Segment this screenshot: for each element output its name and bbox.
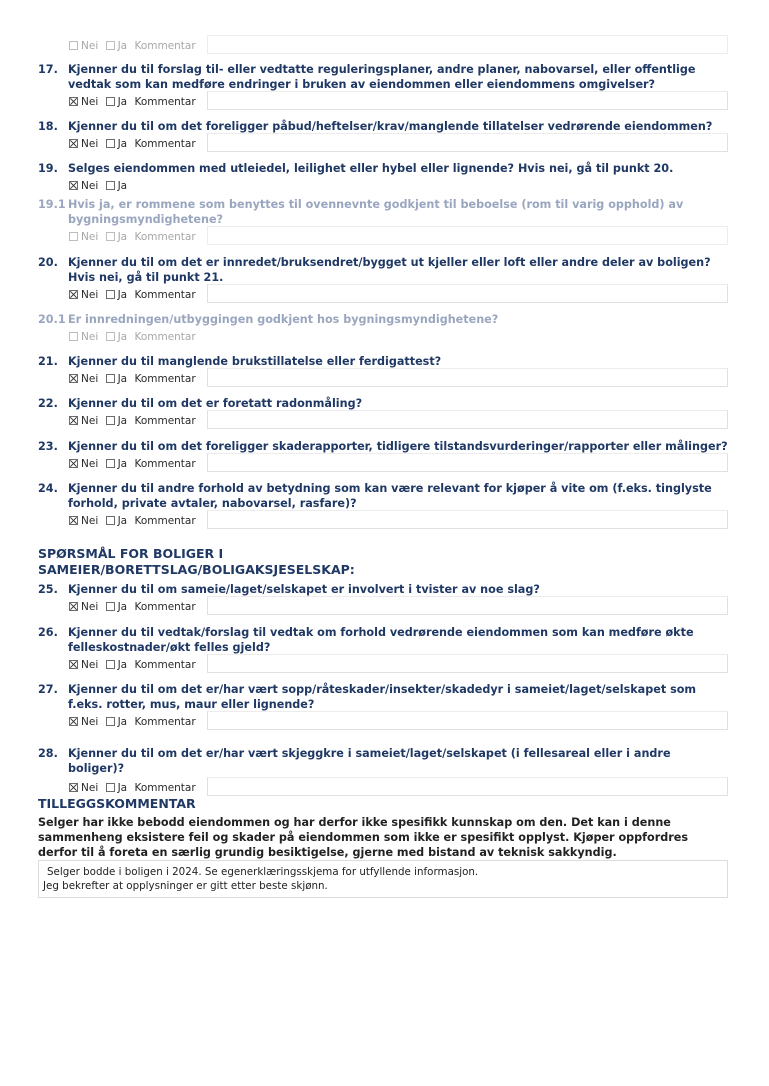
question-number: 23. — [38, 440, 58, 453]
yes-checkbox[interactable] — [106, 459, 115, 468]
no-checkbox[interactable] — [69, 459, 78, 468]
answer-line — [69, 36, 730, 56]
comment-line-2: Jeg bekrefter at opplysninger er gitt etter beste skjønn. — [43, 880, 328, 892]
no-label: Nei — [81, 138, 99, 150]
answer-line — [69, 655, 730, 675]
answer-line — [69, 176, 730, 196]
question-number: 19. — [38, 162, 58, 175]
comment-label: Kommentar — [134, 40, 196, 52]
yes-checkbox[interactable] — [106, 783, 115, 792]
supplement-notice: Selger har ikke bebodd eiendommen og har derfor ikke spesifikk kunnskap om den. Det kan i denne sammenheng eksistere feil og skader på eiendommen som ikke er spesifikt opplyst. Kjøper oppfordres derfor til å foreta en særlig grundig besiktigelse, gjerne med bistand av teknisk sakkyndig. — [38, 816, 688, 859]
yes-label: Ja — [117, 601, 128, 613]
question-number: 21. — [38, 355, 58, 368]
yes-checkbox[interactable] — [106, 374, 115, 383]
comment-input[interactable] — [207, 453, 728, 472]
no-checkbox[interactable] — [69, 783, 78, 792]
question-number: 27. — [38, 683, 58, 696]
yes-label: Ja — [117, 782, 128, 794]
question-18 — [38, 119, 730, 154]
question-text: Kjenner du til om det er/har vært sopp/råteskader/insekter/skadedyr i sameiet/laget/selskapet som f.eks. rotter, mus, maur eller lignende? — [68, 683, 697, 711]
comment-label: Kommentar — [134, 659, 196, 671]
question-number: 26. — [38, 626, 58, 639]
no-checkbox[interactable] — [69, 41, 78, 50]
answer-line — [69, 227, 730, 247]
question-19 — [38, 161, 730, 196]
comment-input[interactable] — [207, 226, 728, 245]
answer-line — [69, 511, 730, 531]
no-label: Nei — [81, 458, 99, 470]
answer-line — [69, 411, 730, 431]
question-21 — [38, 354, 730, 389]
question-number: 17. — [38, 63, 58, 76]
no-label: Nei — [81, 231, 99, 243]
question-number: 20.1 — [38, 313, 66, 326]
no-checkbox[interactable] — [69, 139, 78, 148]
no-checkbox[interactable] — [69, 232, 78, 241]
question-22 — [38, 396, 730, 431]
no-label: Nei — [81, 601, 99, 613]
yes-checkbox[interactable] — [106, 97, 115, 106]
question-text: Kjenner du til vedtak/forslag til vedtak om forhold vedrørende eiendommen som kan medføre økte felleskostnader/økt felles gjeld? — [68, 626, 694, 654]
answer-line — [69, 327, 730, 347]
question-number: 28. — [38, 747, 58, 760]
answer-line — [69, 778, 730, 798]
answer-line — [69, 285, 730, 305]
comment-label: Kommentar — [134, 515, 196, 527]
no-checkbox[interactable] — [69, 97, 78, 106]
comment-input[interactable] — [207, 654, 728, 673]
answer-line — [69, 597, 730, 617]
yes-checkbox[interactable] — [106, 41, 115, 50]
question-17 — [38, 62, 730, 112]
comment-label: Kommentar — [134, 415, 196, 427]
no-label: Nei — [81, 331, 99, 343]
yes-checkbox[interactable] — [106, 139, 115, 148]
yes-label: Ja — [117, 458, 128, 470]
supplement-comment-field[interactable] — [38, 860, 728, 898]
question-number: 20. — [38, 256, 58, 269]
question-25 — [38, 582, 730, 617]
question-20 — [38, 255, 730, 305]
no-label: Nei — [81, 373, 99, 385]
question-text: Kjenner du til manglende brukstillatelse eller ferdigattest? — [68, 355, 442, 368]
no-checkbox[interactable] — [69, 602, 78, 611]
yes-label: Ja — [117, 716, 128, 728]
question-20-1 — [38, 312, 730, 347]
yes-label: Ja — [117, 231, 128, 243]
question-text: Kjenner du til om sameie/laget/selskapet er involvert i tvister av noe slag? — [68, 583, 540, 596]
yes-checkbox[interactable] — [106, 717, 115, 726]
yes-label: Ja — [117, 659, 128, 671]
no-checkbox[interactable] — [69, 181, 78, 190]
question-24 — [38, 481, 730, 531]
question-number: 19.1 — [38, 198, 66, 211]
no-label: Nei — [81, 515, 99, 527]
comment-label: Kommentar — [134, 782, 196, 794]
question-number: 25. — [38, 583, 58, 596]
comment-line-1: Selger bodde i boligen i 2024. Se egenerklæringsskjema for utfyllende informasjon. — [47, 866, 479, 878]
no-checkbox[interactable] — [69, 660, 78, 669]
yes-checkbox[interactable] — [106, 181, 115, 190]
yes-checkbox[interactable] — [106, 516, 115, 525]
no-checkbox[interactable] — [69, 416, 78, 425]
yes-checkbox[interactable] — [106, 290, 115, 299]
comment-input[interactable] — [207, 410, 728, 429]
question-text: Kjenner du til om det foreligger skaderapporter, tidligere tilstandsvurderinger/rapporter eller målinger? — [68, 440, 728, 453]
question-number: 18. — [38, 120, 58, 133]
question-26 — [38, 625, 730, 675]
question-27 — [38, 682, 730, 732]
section-heading: SPØRSMÅL FOR BOLIGER I SAMEIER/BORETTSLAG/BOLIGAKSJESELSKAP: — [38, 546, 355, 577]
question-text: Kjenner du til om det er foretatt radonmåling? — [68, 397, 363, 410]
no-label: Nei — [81, 180, 99, 192]
question-text: Kjenner du til om det er innredet/bruksendret/bygget ut kjeller eller loft eller andre deler av boligen? Hvis nei, gå til punkt 21. — [68, 256, 711, 284]
comment-input[interactable] — [207, 711, 728, 730]
comment-input[interactable] — [207, 596, 728, 615]
no-label: Nei — [81, 659, 99, 671]
no-label: Nei — [81, 716, 99, 728]
no-checkbox[interactable] — [69, 516, 78, 525]
no-label: Nei — [81, 782, 99, 794]
comment-label: Kommentar — [134, 289, 196, 301]
no-checkbox[interactable] — [69, 717, 78, 726]
comment-label: Kommentar — [134, 331, 196, 343]
question-text: Kjenner du til om det foreligger påbud/heftelser/krav/manglende tillatelser vedrørende eiendommen? — [68, 120, 713, 133]
comment-input[interactable] — [207, 35, 728, 54]
answer-line — [69, 712, 730, 732]
comment-label: Kommentar — [134, 458, 196, 470]
supplement-heading: TILLEGGSKOMMENTAR — [38, 796, 196, 811]
yes-checkbox[interactable] — [106, 232, 115, 241]
no-checkbox[interactable] — [69, 374, 78, 383]
question-text: Kjenner du til forslag til- eller vedtatte reguleringsplaner, andre planer, nabovarsel, eller offentlige vedtak som kan medføre endringer i bruken av eiendommen eller eiendommens omgivelser? — [68, 63, 696, 91]
yes-label: Ja — [117, 289, 128, 301]
no-checkbox[interactable] — [69, 332, 78, 341]
yes-checkbox[interactable] — [106, 416, 115, 425]
comment-input[interactable] — [207, 133, 728, 152]
yes-label: Ja — [117, 373, 128, 385]
question-28 — [38, 746, 730, 798]
question-number: 22. — [38, 397, 58, 410]
answer-line — [69, 454, 730, 474]
comment-input[interactable] — [207, 368, 728, 387]
no-label: Nei — [81, 289, 99, 301]
comment-input[interactable] — [207, 510, 728, 529]
yes-label: Ja — [117, 138, 128, 150]
question-23 — [38, 439, 730, 474]
yes-label: Ja — [117, 180, 128, 192]
yes-checkbox[interactable] — [106, 602, 115, 611]
yes-checkbox[interactable] — [106, 660, 115, 669]
yes-label: Ja — [117, 415, 128, 427]
answer-line — [69, 134, 730, 154]
question-text: Kjenner du til andre forhold av betydning som kan være relevant for kjøper å vite om (f.eks. tinglyste forhold, private avtaler, nabovarsel, rasfare)? — [68, 482, 712, 510]
comment-label: Kommentar — [134, 96, 196, 108]
comment-input[interactable] — [207, 777, 728, 796]
comment-label: Kommentar — [134, 716, 196, 728]
comment-label: Kommentar — [134, 138, 196, 150]
comment-input[interactable] — [207, 284, 728, 303]
answer-line — [69, 369, 730, 389]
question-number: 24. — [38, 482, 58, 495]
question-text: Selges eiendommen med utleiedel, leilighet eller hybel eller lignende? Hvis nei, gå til punkt 20. — [68, 162, 674, 175]
no-label: Nei — [81, 96, 99, 108]
question-text: Hvis ja, er rommene som benyttes til ovennevnte godkjent til beboelse (rom til varig opphold) av bygningsmyndighetene? — [68, 198, 684, 226]
no-checkbox[interactable] — [69, 290, 78, 299]
answer-line — [69, 92, 730, 112]
comment-label: Kommentar — [134, 231, 196, 243]
yes-label: Ja — [117, 331, 128, 343]
comment-label: Kommentar — [134, 601, 196, 613]
yes-checkbox[interactable] — [106, 332, 115, 341]
yes-label: Ja — [117, 96, 128, 108]
question-text: Kjenner du til om det er/har vært skjeggkre i sameiet/laget/selskapet (i fellesareal eller i andre boliger)? — [68, 747, 671, 775]
yes-label: Ja — [117, 515, 128, 527]
question-16-continuation — [38, 36, 730, 56]
question-text: Er innredningen/utbyggingen godkjent hos bygningsmyndighetene? — [68, 313, 499, 326]
comment-input[interactable] — [207, 91, 728, 110]
yes-label: Ja — [117, 40, 128, 52]
question-19-1 — [38, 197, 730, 247]
comment-label: Kommentar — [134, 373, 196, 385]
no-label: Nei — [81, 415, 99, 427]
no-label: Nei — [81, 40, 99, 52]
